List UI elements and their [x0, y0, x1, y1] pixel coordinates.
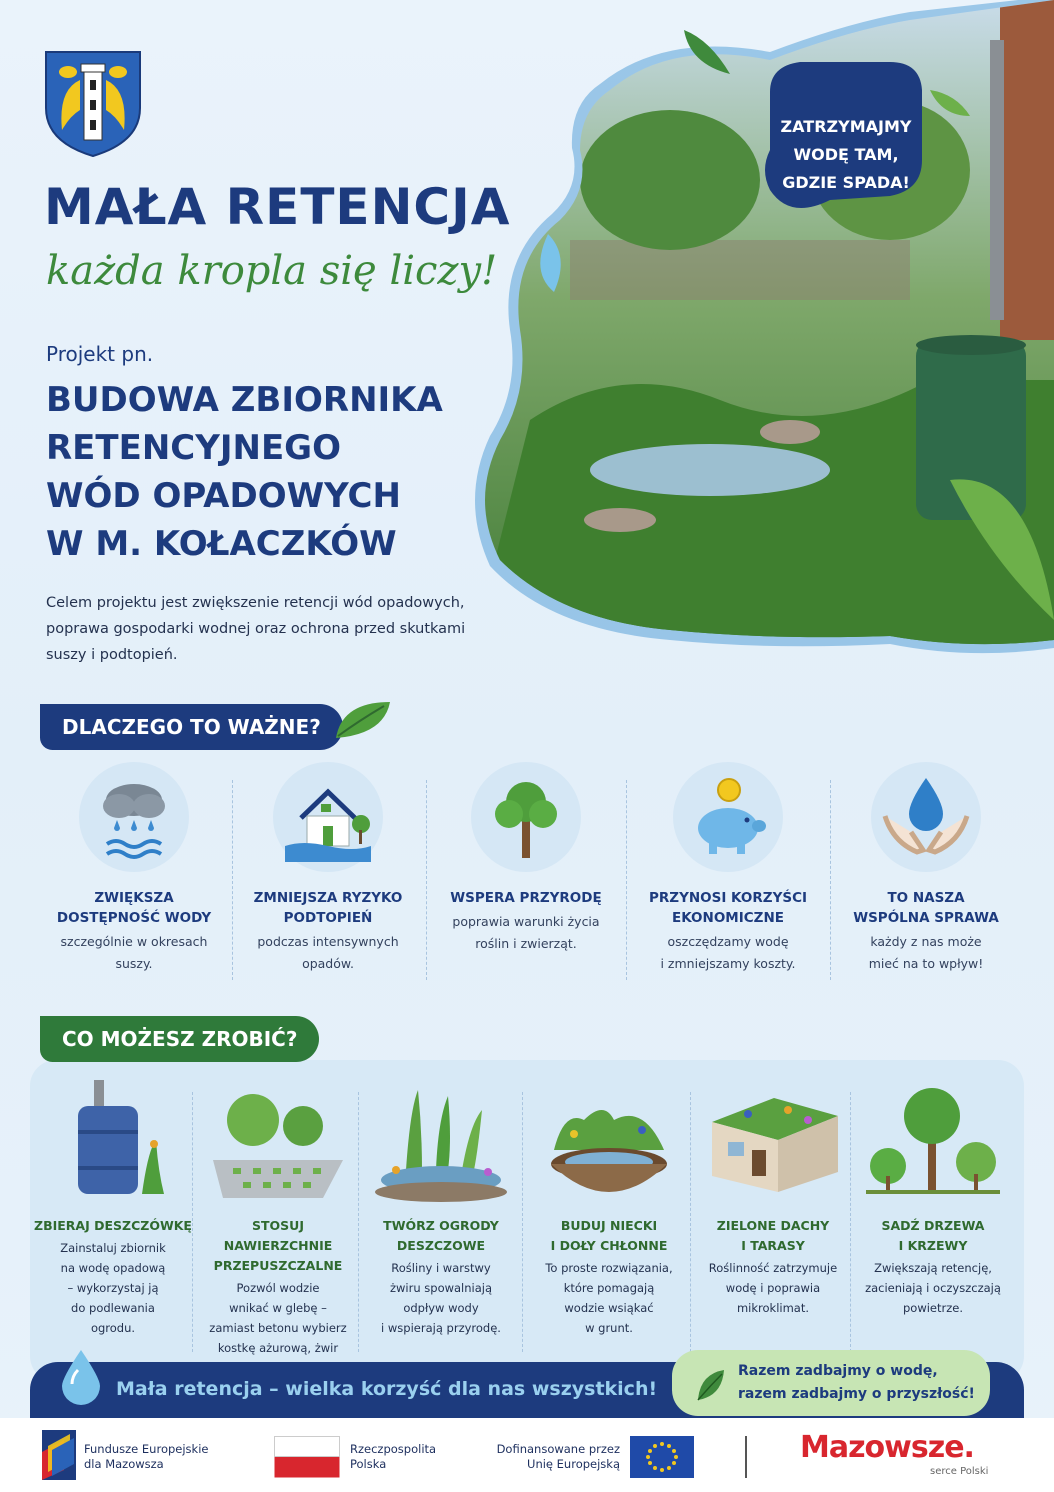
mazowsze-logo: Mazowsze.: [800, 1430, 974, 1465]
water-drop-icon: [60, 1348, 102, 1406]
project-label: Projekt pn.: [46, 342, 154, 366]
action-item-trees: SADŹ DRZEWA I KRZEWY Zwiększają retencję, zacieniają i oczyszczają powietrze.: [852, 1080, 1014, 1318]
bubble-line-3: GDZIE SPADA!: [782, 173, 910, 192]
actions-heading: CO MOŻESZ ZROBIĆ?: [40, 1016, 319, 1062]
action-item-soak-pits: BUDUJ NIECKI I DOŁY CHŁONNE To proste rozwiązania, które pomagają wodzie wsiąkać w grunt.: [530, 1080, 688, 1338]
divider: [192, 1092, 193, 1352]
divider: [358, 1092, 359, 1352]
together-slogan: Razem zadbajmy o wodę, razem zadbajmy o przyszłość!: [738, 1363, 975, 1402]
why-item-nature: WSPERA PRZYRODĘ poprawia warunki życia roślin i zwierząt.: [428, 762, 624, 955]
footer-divider: [745, 1436, 747, 1478]
divider: [626, 780, 627, 980]
why-item-economy: PRZYNOSI KORZYŚCI EKONOMICZNE oszczędzamy wodę i zmniejszamy koszty.: [630, 762, 826, 975]
leaf-icon: [694, 1366, 728, 1402]
hands-drop-icon: [871, 762, 981, 872]
bubble-line-2: WODĘ TAM,: [793, 145, 899, 164]
action-item-green-roofs: ZIELONE DACHY I TARASY Roślinność zatrzymuje wodę i poprawia mikroklimat.: [694, 1080, 852, 1318]
tree-icon: [471, 762, 581, 872]
bubble-line-1: ZATRZYMAJMY: [780, 117, 912, 136]
banner-slogan: Mała retencja – wielka korzyść dla nas wszystkich!: [116, 1378, 658, 1400]
piggy-bank-icon: [673, 762, 783, 872]
trees-shrubs-icon: [858, 1080, 1008, 1206]
action-item-rain-garden: TWÓRZ OGRODY DESZCZOWE Rośliny i warstwy żwiru spowalniają odpływ wody i wspierają przyrodę.: [362, 1080, 520, 1338]
why-item-water: ZWIĘKSZA DOSTĘPNOŚĆ WODY szczególnie w okresach suszy.: [36, 762, 232, 975]
main-subtitle: każda kropla się liczy!: [46, 248, 498, 294]
mazowsze-tagline: serce Polski: [930, 1466, 989, 1477]
rain-cloud-icon: [79, 762, 189, 872]
polish-flag-icon: [274, 1436, 340, 1478]
green-roof-icon: [698, 1080, 848, 1206]
eu-flag-icon: [630, 1436, 694, 1478]
divider: [850, 1092, 851, 1352]
fe-text: Fundusze Europejskie dla Mazowsza: [84, 1442, 209, 1471]
divider: [522, 1092, 523, 1352]
fe-logo-icon: [42, 1430, 76, 1480]
rain-barrel-icon: [38, 1080, 188, 1206]
why-heading: DLACZEGO TO WAŻNE?: [40, 704, 343, 750]
hero-garden-image: [470, 0, 1054, 660]
divider: [690, 1092, 691, 1352]
divider: [426, 780, 427, 980]
leaf-icon: [332, 698, 394, 742]
soak-pit-icon: [534, 1080, 684, 1206]
permeable-paving-icon: [203, 1080, 353, 1206]
why-item-flood: ZMNIEJSZA RYZYKO PODTOPIEŃ podczas intensywnych opadów.: [230, 762, 426, 975]
rain-garden-icon: [366, 1080, 516, 1206]
action-item-paving: STOSUJ NAWIERZCHNIE PRZEPUSZCZALNE Pozwól wodzie wnikać w glebę – zamiast betonu wybierz kostkę ażurową, żwir: [196, 1080, 360, 1378]
main-title: MAŁA RETENCJA: [44, 178, 511, 236]
rp-text: Rzeczpospolita Polska: [350, 1442, 437, 1471]
eu-text: Dofinansowane przez Unię Europejską: [496, 1442, 620, 1471]
project-title: BUDOWA ZBIORNIKA RETENCYJNEGO WÓD OPADOWYCH W M. KOŁACZKÓW: [46, 380, 443, 564]
project-goal: Celem projektu jest zwiększenie retencji wód opadowych, poprawa gospodarki wodnej oraz ochrona przed skutkami suszy i podtopień.: [46, 595, 466, 663]
action-item-rainwater: ZBIERAJ DESZCZÓWKĘ Zainstaluj zbiornik na wodę opadową – wykorzystaj ją do podlewania ogrodu.: [34, 1080, 192, 1338]
coat-of-arms-icon: [44, 50, 142, 158]
why-item-shared: TO NASZA WSPÓLNA SPRAWA każdy z nas może mieć na to wpływ!: [828, 762, 1024, 975]
flooded-house-icon: [273, 762, 383, 872]
